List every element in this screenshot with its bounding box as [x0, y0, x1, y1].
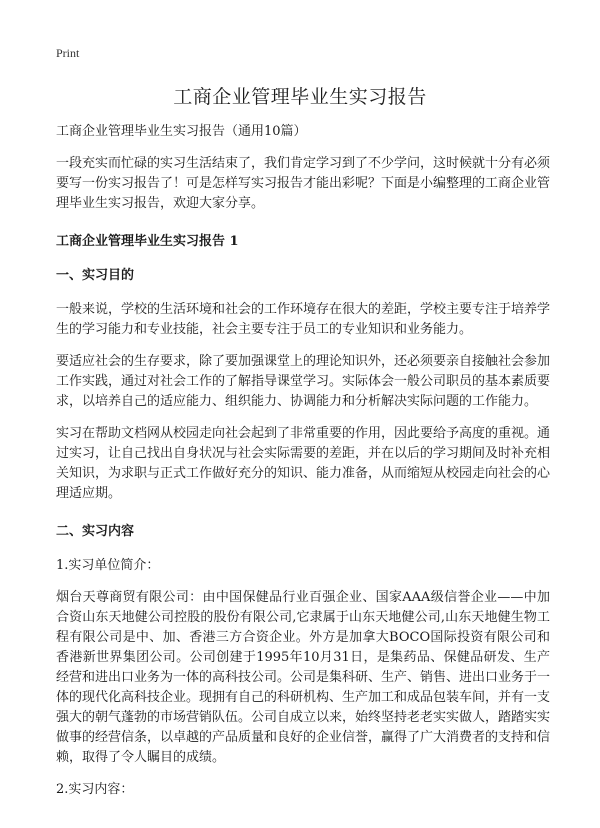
section1-paragraph: 一般来说，学校的生活环境和社会的工作环境存在很大的差距，学校主要专注于培养学生的学习能力和专业技能，社会主要专注于员工的专业知识和业务能力。	[56, 302, 551, 337]
section1-heading: 一、实习目的	[56, 268, 135, 283]
document-title: 工商企业管理毕业生实习报告	[173, 86, 427, 108]
item2-label: 2.实习内容：	[56, 782, 134, 797]
report-heading: 工商企业管理毕业生实习报告 1	[56, 234, 239, 249]
section1-paragraph: 实习在帮助文档网从校园走向社会起到了非常重要的作用，因此要给予高度的重视。通过实习，让自己找出自身状况与社会实际需要的差距，并在以后的学习期间及时补充相关知识，为求职与正式工作做好充分的知识、能力准备，从而缩短从校园走向社会的心理适应期。	[56, 426, 551, 501]
section1-paragraph: 要适应社会的生存要求，除了要加强课堂上的理论知识外，还必须要亲自接触社会参加工作实践，通过对社会工作的了解指导课堂学习。实际体会一般公司职员的基本素质要求，以培养自己的适应能力、组织能力、协调能力和分析解决实际问题的工作能力。	[56, 354, 551, 409]
print-link[interactable]: Print	[56, 46, 80, 60]
item1-label: 1.实习单位简介：	[56, 558, 160, 573]
section2-heading: 二、实习内容	[56, 524, 135, 539]
intro-paragraph: 一段充实而忙碌的实习生活结束了，我们肯定学习到了不少学问，这时候就十分有必须要写一份实习报告了！可是怎样写实习报告才能出彩呢？下面是小编整理的工商企业管理毕业生实习报告，欢迎大家分享。	[56, 156, 551, 211]
document-body	[56, 122, 550, 812]
company-intro-paragraph: 烟台天尊商贸有限公司：由中国保健品行业百强企业、国家AAA级信誉企业——中加合资山东天地健公司控股的股份有限公司,它隶属于山东天地健公司,山东天地健生物工程有限公司是中、加、香港三方合资企业。外方是加拿大BOCO国际投资有限公司和香港新世界集团公司。公司创建于1995年10月31日，是集药品、保健品研发、生产经营和进出口业务为一体的高科技公司。公司是集科研、生产、销售、进出口业务于一体的现代化高科技企业。现拥有自己的科研机构、生产加工和成品包装车间，并有一支强大的朝气蓬勃的市场营销队伍。公司自成立以来，始终坚持老老实实做人，踏踏实实做事的经营信条，以卓越的产品质量和良好的企业信誉，赢得了广大消费者的支持和信赖，取得了令人瞩目的成绩。	[56, 590, 551, 765]
document-subtitle: 工商企业管理毕业生实习报告（通用10篇）	[56, 124, 307, 139]
